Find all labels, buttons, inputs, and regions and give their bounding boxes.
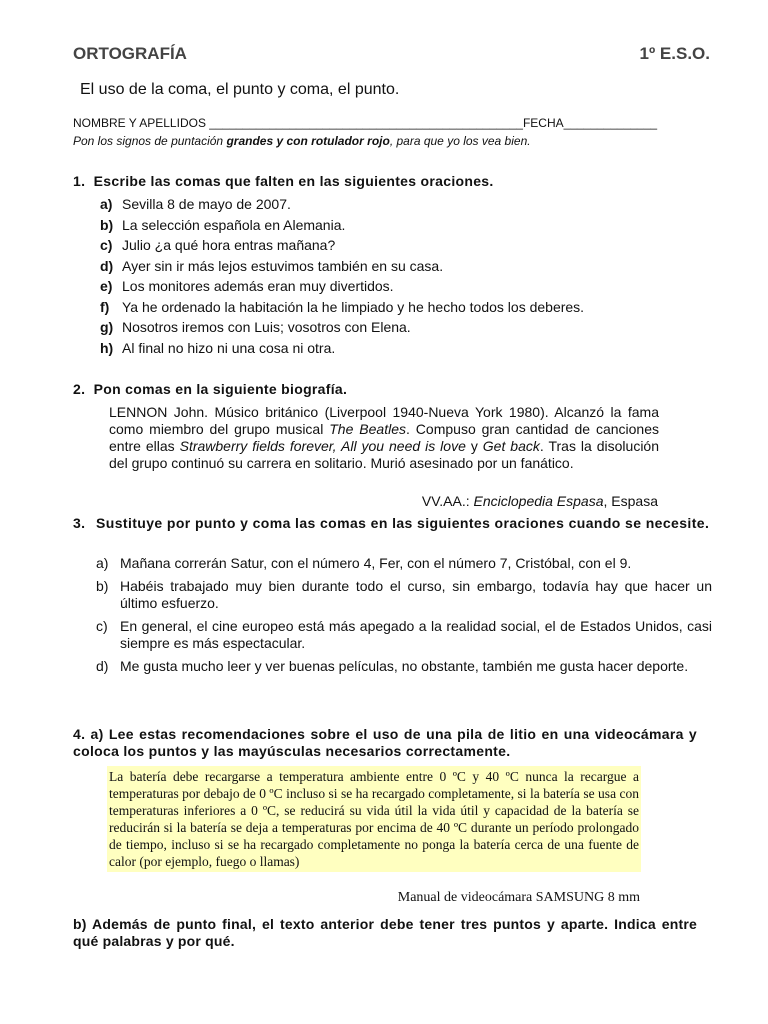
q1-item [100,217,584,238]
q2-heading: 2. Pon comas en la siguiente biografía. [73,381,348,397]
q2-biography [109,404,659,472]
name-blank: _______________________________________________ [209,116,523,130]
q3-heading: Sustituye por punto y coma las comas en las siguientes oraciones cuando se necesite. [96,515,710,531]
q1-item-text: Los monitores además eran muy divertidos. [122,278,394,294]
source-italic: Enciclopedia Espasa [473,493,604,509]
q3-item-label: b) [96,578,109,594]
q1-item-text: Al final no hizo ni una cosa ni otra. [122,339,336,356]
name-label: NOMBRE Y APELLIDOS [73,116,206,130]
bio-part-2: . Compuso gran cantidad de canciones entre ellas [109,421,659,454]
q1-heading: 1. Escribe las comas que falten en las siguientes oraciones. [73,173,494,189]
q3-number: 3. [73,515,86,531]
instructions-post: , para que yo los vea bien. [389,134,531,148]
instructions-pre: Pon los signos de puntación [73,134,227,148]
q3-item-text: En general, el cine europeo está más apegado a la realidad social, el de Estados Unidos, casi siempre es más espectacular. [120,618,712,651]
q1-item-text: Julio ¿a qué hora entras mañana? [122,237,336,253]
name-line [73,116,657,130]
date-blank: ______________ [563,116,658,130]
q3-item [96,555,712,572]
q1-item-text: La selección española en Alemania. [122,216,346,233]
q3-item [96,658,712,675]
q4-passage: La batería debe recargarse a temperatura ambiente entre 0 ºC y 40 ºC nunca la recargue a temperaturas por debajo de 0 ºC incluso si se ha recargado completamente, si la batería se usa con temperaturas inferiores a 0 ºC, se reducirá su vida útil la vida útil y capacidad de la batería se reducirán si la batería se deja a temperaturas por encima de 40 ºC durante un período prolongado de tiempo, incluso si se ha recargado completamente no ponga la batería cerca de una fuente de calor (por ejemplo, fuego o llamas) [107,766,641,872]
q3-list [96,555,712,681]
q1-item-text: Ayer sin ir más lejos estuvimos también en su casa. [122,257,444,274]
date-label: FECHA [522,116,564,130]
q1-item-label: c) [100,237,113,253]
q1-item-text: Sevilla 8 de mayo de 2007. [122,196,291,212]
source-post: , Espasa [603,493,658,509]
q3-item [96,578,712,612]
q4b-heading: b) Además de punto final, el texto anterior debe tener tres puntos y aparte. Indica entre qué palabras y por qué. [73,916,697,949]
bio-part-1: LENNON John. Músico británico (Liverpool 1940-Nueva York 1980). Alcanzó la fama como miembro del grupo musical [109,404,659,437]
grade-header: 1º E.S.O. [639,44,710,63]
bio-part-4: . Tras la disolución del grupo continuó su carrera en solitario. Murió asesinado por un fanático. [109,438,660,471]
q4-heading: 4. a) Lee estas recomendaciones sobre el uso de una pila de litio en una videocámara y coloca los puntos y las mayúsculas necesarios correctamente. [73,726,697,759]
q1-item-label: b) [100,216,114,233]
q3-item-text: Mañana correrán Satur, con el número 4, Fer, con el número 7, Cristóbal, con el 9. [120,555,632,571]
bio-italic-1: The Beatles [329,421,406,437]
q1-item-label: f) [100,298,110,315]
q1-item [100,340,584,361]
q1-item-label: a) [100,196,113,212]
q1-item [100,258,584,279]
q1-item-label: g) [100,319,114,335]
q3-item [96,618,712,652]
q1-item [100,278,584,299]
q1-item [100,319,584,340]
q1-item-text: Ya he ordenado la habitación la he limpiado y he hecho todos los deberes. [122,298,585,315]
q4-source: Manual de videocámara SAMSUNG 8 mm [397,890,640,905]
q1-item-label: e) [100,278,113,294]
bio-part-3: y [465,438,483,454]
q1-item-label: d) [100,257,114,274]
q1-item [100,196,584,217]
q1-item [100,299,584,320]
instructions [73,134,531,148]
bio-italic-3: Get back [482,438,540,454]
bio-italic-2: Strawberry fields forever, All you need is love [179,438,466,454]
q1-list [100,196,584,360]
q3-item-label: d) [96,658,109,674]
q3-item-text: Habéis trabajado muy bien durante todo el curso, sin embargo, todavía hay que hacer un último esfuerzo. [120,578,712,611]
source-pre: VV.AA.: [421,493,474,509]
q3-item-text: Me gusta mucho leer y ver buenas películas, no obstante, también me gusta hacer deporte. [120,658,689,674]
q1-item-text: Nosotros iremos con Luis; vosotros con Elena. [122,319,411,335]
q1-item [100,237,584,258]
q3-item-label: c) [96,618,108,634]
instructions-bold: grandes y con rotulador rojo [226,134,390,148]
q3-item-label: a) [96,555,109,571]
page-title: El uso de la coma, el punto y coma, el punto. [80,81,400,98]
subject-header: ORTOGRAFÍA [73,44,187,63]
q2-source [422,493,658,509]
q1-item-label: h) [100,339,114,356]
